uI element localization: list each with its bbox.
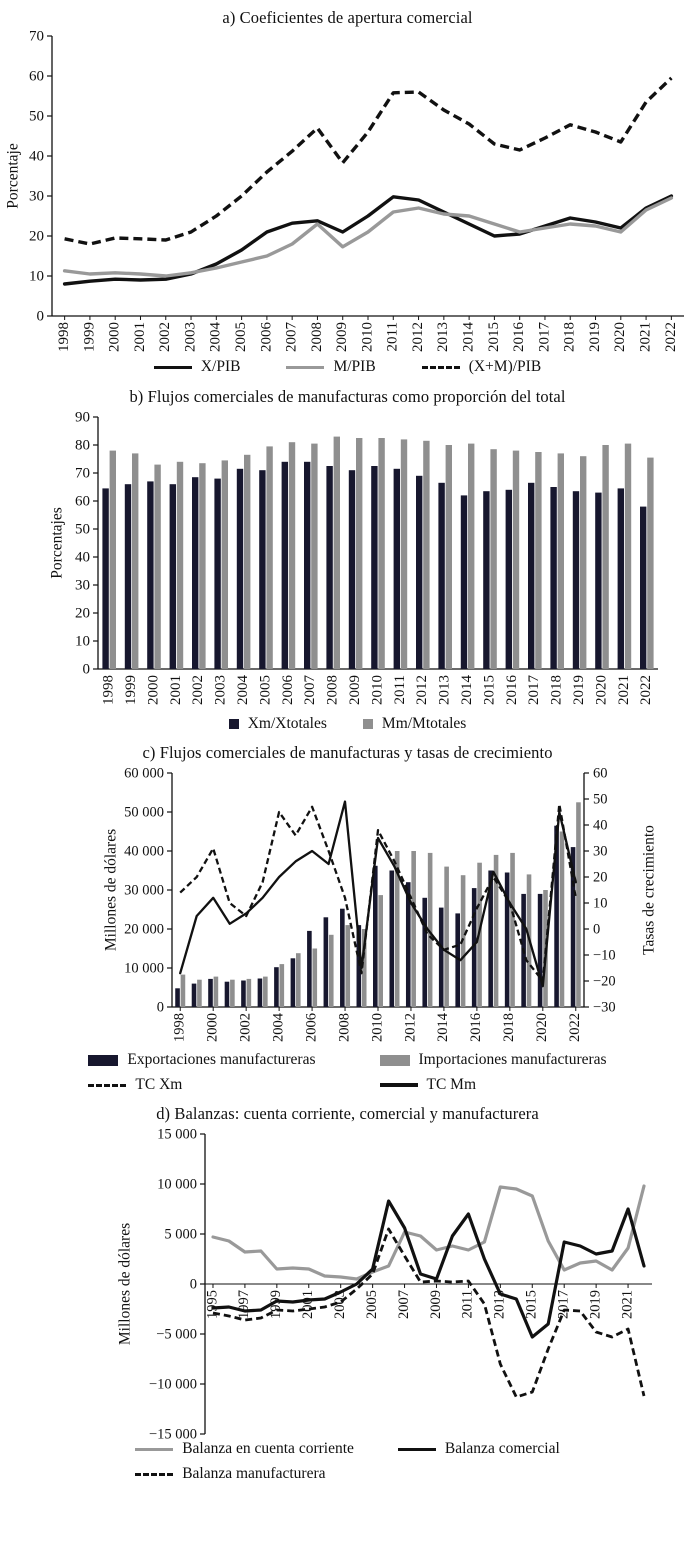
svg-text:2017: 2017 [536, 322, 553, 352]
chart-canvas-c [0, 765, 695, 1053]
chart-c-plot [0, 765, 695, 1053]
svg-text:2019: 2019 [586, 322, 603, 352]
svg-text:10: 10 [75, 633, 90, 650]
svg-text:1998: 1998 [100, 674, 117, 705]
legend-label: Xm/Xtotales [247, 714, 327, 732]
legend-label: Importaciones manufactureras [418, 1051, 607, 1069]
svg-text:10 000: 10 000 [157, 1176, 197, 1193]
svg-text:2007: 2007 [395, 1290, 412, 1320]
svg-text:70: 70 [29, 30, 44, 45]
svg-text:2019: 2019 [571, 674, 588, 705]
svg-text:60: 60 [29, 68, 44, 85]
svg-text:50 000: 50 000 [124, 804, 164, 821]
svg-text:2007: 2007 [302, 674, 319, 705]
svg-text:2009: 2009 [427, 1290, 444, 1320]
svg-text:2012: 2012 [414, 674, 431, 705]
legend-item [398, 1440, 560, 1459]
svg-text:2021: 2021 [619, 1290, 636, 1320]
svg-text:0: 0 [82, 661, 90, 678]
svg-text:2009: 2009 [334, 322, 351, 352]
svg-text:2012: 2012 [410, 322, 427, 352]
svg-text:2011: 2011 [384, 322, 401, 352]
legend-label: Mm/Mtotales [381, 714, 467, 732]
svg-text:0: 0 [593, 921, 601, 938]
svg-text:2021: 2021 [615, 674, 632, 705]
svg-text:2017: 2017 [555, 1290, 572, 1320]
chart-b-section [0, 387, 695, 734]
chart-b-title: b) Flujos comerciales de manufacturas como proporción del total [129, 386, 566, 406]
svg-text:−30: −30 [593, 999, 616, 1016]
chart-b-plot [0, 409, 695, 717]
svg-text:2002: 2002 [237, 1013, 254, 1043]
svg-text:2018: 2018 [501, 1013, 518, 1043]
svg-text:2004: 2004 [235, 674, 252, 705]
line-swatch-icon [286, 366, 324, 370]
chart-d-legend [0, 1440, 695, 1483]
svg-text:2005: 2005 [233, 322, 250, 352]
svg-text:2006: 2006 [279, 674, 296, 705]
svg-text:Tasas de crecimiento: Tasas de crecimiento [640, 825, 658, 956]
dashed-line-swatch-icon [135, 1473, 173, 1476]
svg-text:2011: 2011 [459, 1290, 476, 1319]
svg-text:Millones de dólares: Millones de dólares [116, 1223, 134, 1346]
svg-text:2006: 2006 [303, 1013, 320, 1043]
svg-text:2012: 2012 [402, 1013, 419, 1043]
svg-text:2022: 2022 [662, 322, 679, 352]
dashed-line-swatch-icon [88, 1084, 126, 1087]
svg-text:2013: 2013 [491, 1290, 508, 1320]
svg-text:50: 50 [29, 108, 44, 125]
chart-a-section [0, 8, 695, 377]
svg-text:40: 40 [593, 817, 608, 834]
legend-item [88, 1051, 315, 1070]
svg-text:2000: 2000 [204, 1013, 221, 1043]
svg-text:2019: 2019 [587, 1290, 604, 1320]
svg-text:50: 50 [593, 791, 608, 808]
bar-swatch-icon [363, 719, 373, 729]
chart-c-legend [0, 1051, 695, 1094]
svg-text:80: 80 [75, 437, 90, 454]
svg-text:2014: 2014 [460, 322, 477, 352]
chart-c-title: c) Flujos comerciales de manufacturas y tasas de crecimiento [142, 743, 553, 763]
svg-text:Porcentaje: Porcentaje [4, 143, 22, 209]
legend-label: Balanza en cuenta corriente [182, 1440, 354, 1458]
svg-text:−20: −20 [593, 973, 616, 990]
svg-text:60: 60 [593, 765, 608, 782]
bar-swatch-icon [229, 719, 239, 729]
svg-text:2020: 2020 [593, 674, 610, 705]
svg-text:90: 90 [75, 409, 90, 426]
chart-a-plot [0, 30, 695, 360]
legend-item [154, 358, 241, 377]
legend-item [380, 1051, 607, 1070]
chart-canvas-b [0, 409, 695, 717]
svg-text:70: 70 [75, 465, 90, 482]
svg-text:2000: 2000 [145, 674, 162, 705]
svg-text:2015: 2015 [485, 322, 502, 352]
legend-label: Balanza comercial [444, 1440, 560, 1458]
svg-text:60: 60 [75, 493, 90, 510]
svg-text:15 000: 15 000 [157, 1126, 197, 1143]
svg-text:30: 30 [29, 188, 44, 205]
svg-text:2013: 2013 [435, 322, 452, 352]
svg-text:2021: 2021 [637, 322, 654, 352]
svg-text:1999: 1999 [81, 322, 98, 352]
chart-d-section [0, 1104, 695, 1483]
svg-text:2014: 2014 [435, 1013, 452, 1043]
svg-text:2020: 2020 [612, 322, 629, 352]
svg-text:0: 0 [36, 308, 44, 325]
svg-text:1999: 1999 [123, 674, 140, 705]
svg-text:2010: 2010 [369, 674, 386, 705]
legend-item [135, 1440, 354, 1459]
svg-text:2003: 2003 [332, 1290, 349, 1320]
bar-swatch-icon [88, 1055, 118, 1066]
svg-text:30: 30 [75, 577, 90, 594]
svg-text:1998: 1998 [56, 322, 73, 352]
svg-text:30: 30 [593, 843, 608, 860]
legend-label: X/PIB [200, 358, 241, 375]
svg-text:40: 40 [75, 549, 90, 566]
svg-text:Porcentajes: Porcentajes [48, 506, 66, 579]
svg-text:1995: 1995 [204, 1290, 221, 1320]
legend-item [422, 358, 541, 377]
svg-text:2009: 2009 [347, 674, 364, 705]
svg-text:2020: 2020 [534, 1013, 551, 1043]
svg-text:2018: 2018 [548, 674, 565, 705]
legend-item [380, 1076, 607, 1095]
svg-text:2004: 2004 [270, 1013, 287, 1043]
legend-label: Exportaciones manufactureras [127, 1051, 316, 1069]
chart-a-legend [0, 358, 695, 377]
svg-text:2015: 2015 [481, 674, 498, 705]
svg-text:−10: −10 [593, 947, 616, 964]
svg-text:2000: 2000 [106, 322, 123, 352]
chart-d-plot [0, 1126, 695, 1442]
svg-text:−5 000: −5 000 [156, 1326, 197, 1343]
line-swatch-icon [135, 1448, 173, 1452]
svg-text:2017: 2017 [526, 674, 543, 705]
svg-text:2016: 2016 [468, 1013, 485, 1043]
svg-text:60 000: 60 000 [124, 765, 164, 782]
chart-d-title: d) Balanzas: cuenta corriente, comercial y manufacturera [156, 1104, 539, 1124]
svg-text:2010: 2010 [359, 322, 376, 352]
svg-text:2016: 2016 [511, 322, 528, 352]
chart-a-title: a) Coeficientes de apertura comercial [222, 8, 473, 27]
svg-text:−10 000: −10 000 [148, 1376, 197, 1393]
legend-label: (X+M)/PIB [468, 358, 542, 375]
svg-text:2008: 2008 [324, 674, 341, 705]
legend-item [88, 1076, 315, 1095]
svg-text:10 000: 10 000 [124, 960, 164, 977]
svg-text:10: 10 [29, 268, 44, 285]
chart-canvas-a [0, 30, 695, 360]
svg-text:2001: 2001 [300, 1290, 317, 1320]
svg-text:Millones de dólares: Millones de dólares [102, 829, 120, 952]
svg-text:20: 20 [29, 228, 44, 245]
svg-text:1999: 1999 [268, 1290, 285, 1320]
svg-text:20: 20 [75, 605, 90, 622]
svg-text:30 000: 30 000 [124, 882, 164, 899]
svg-text:2002: 2002 [157, 322, 174, 352]
svg-text:0: 0 [189, 1276, 197, 1293]
svg-text:2003: 2003 [182, 322, 199, 352]
legend-label: TC Xm [135, 1075, 183, 1093]
legend-item [135, 1465, 354, 1484]
legend-label: TC Mm [426, 1075, 477, 1093]
svg-text:1997: 1997 [236, 1290, 253, 1320]
svg-text:40: 40 [29, 148, 44, 165]
svg-text:40 000: 40 000 [124, 843, 164, 860]
svg-text:2015: 2015 [523, 1290, 540, 1320]
svg-text:2022: 2022 [567, 1013, 584, 1043]
legend-item [286, 358, 375, 377]
svg-text:20: 20 [593, 869, 608, 886]
svg-text:2002: 2002 [190, 674, 207, 705]
svg-text:−15 000: −15 000 [148, 1426, 197, 1443]
chart-c-section [0, 743, 695, 1094]
svg-text:2013: 2013 [436, 674, 453, 705]
svg-text:2003: 2003 [212, 674, 229, 705]
svg-text:2011: 2011 [391, 674, 408, 705]
svg-text:2016: 2016 [503, 674, 520, 705]
svg-text:2005: 2005 [363, 1290, 380, 1320]
svg-text:2018: 2018 [561, 322, 578, 352]
svg-text:2001: 2001 [167, 674, 184, 705]
legend-label: M/PIB [333, 358, 376, 375]
svg-text:2010: 2010 [369, 1013, 386, 1043]
bar-swatch-icon [380, 1055, 410, 1066]
svg-text:2014: 2014 [459, 674, 476, 705]
svg-text:0: 0 [156, 999, 164, 1016]
legend-label: Balanza manufacturera [182, 1464, 326, 1482]
line-swatch-icon [380, 1083, 418, 1087]
svg-text:2006: 2006 [258, 322, 275, 352]
svg-text:2005: 2005 [257, 674, 274, 705]
dashed-line-swatch-icon [422, 366, 460, 369]
svg-text:2008: 2008 [308, 322, 325, 352]
chart-canvas-d [0, 1126, 695, 1442]
chart-b-legend [0, 715, 695, 734]
svg-text:5 000: 5 000 [164, 1226, 197, 1243]
svg-text:2008: 2008 [336, 1013, 353, 1043]
svg-text:2004: 2004 [207, 322, 224, 352]
line-swatch-icon [154, 366, 192, 370]
svg-text:2007: 2007 [283, 322, 300, 352]
svg-text:20 000: 20 000 [124, 921, 164, 938]
svg-text:1998: 1998 [171, 1013, 188, 1043]
svg-text:2022: 2022 [638, 674, 655, 705]
legend-item [229, 715, 327, 734]
svg-text:50: 50 [75, 521, 90, 538]
svg-text:2001: 2001 [131, 322, 148, 352]
legend-item [363, 715, 466, 734]
svg-text:10: 10 [593, 895, 608, 912]
line-swatch-icon [398, 1448, 436, 1452]
